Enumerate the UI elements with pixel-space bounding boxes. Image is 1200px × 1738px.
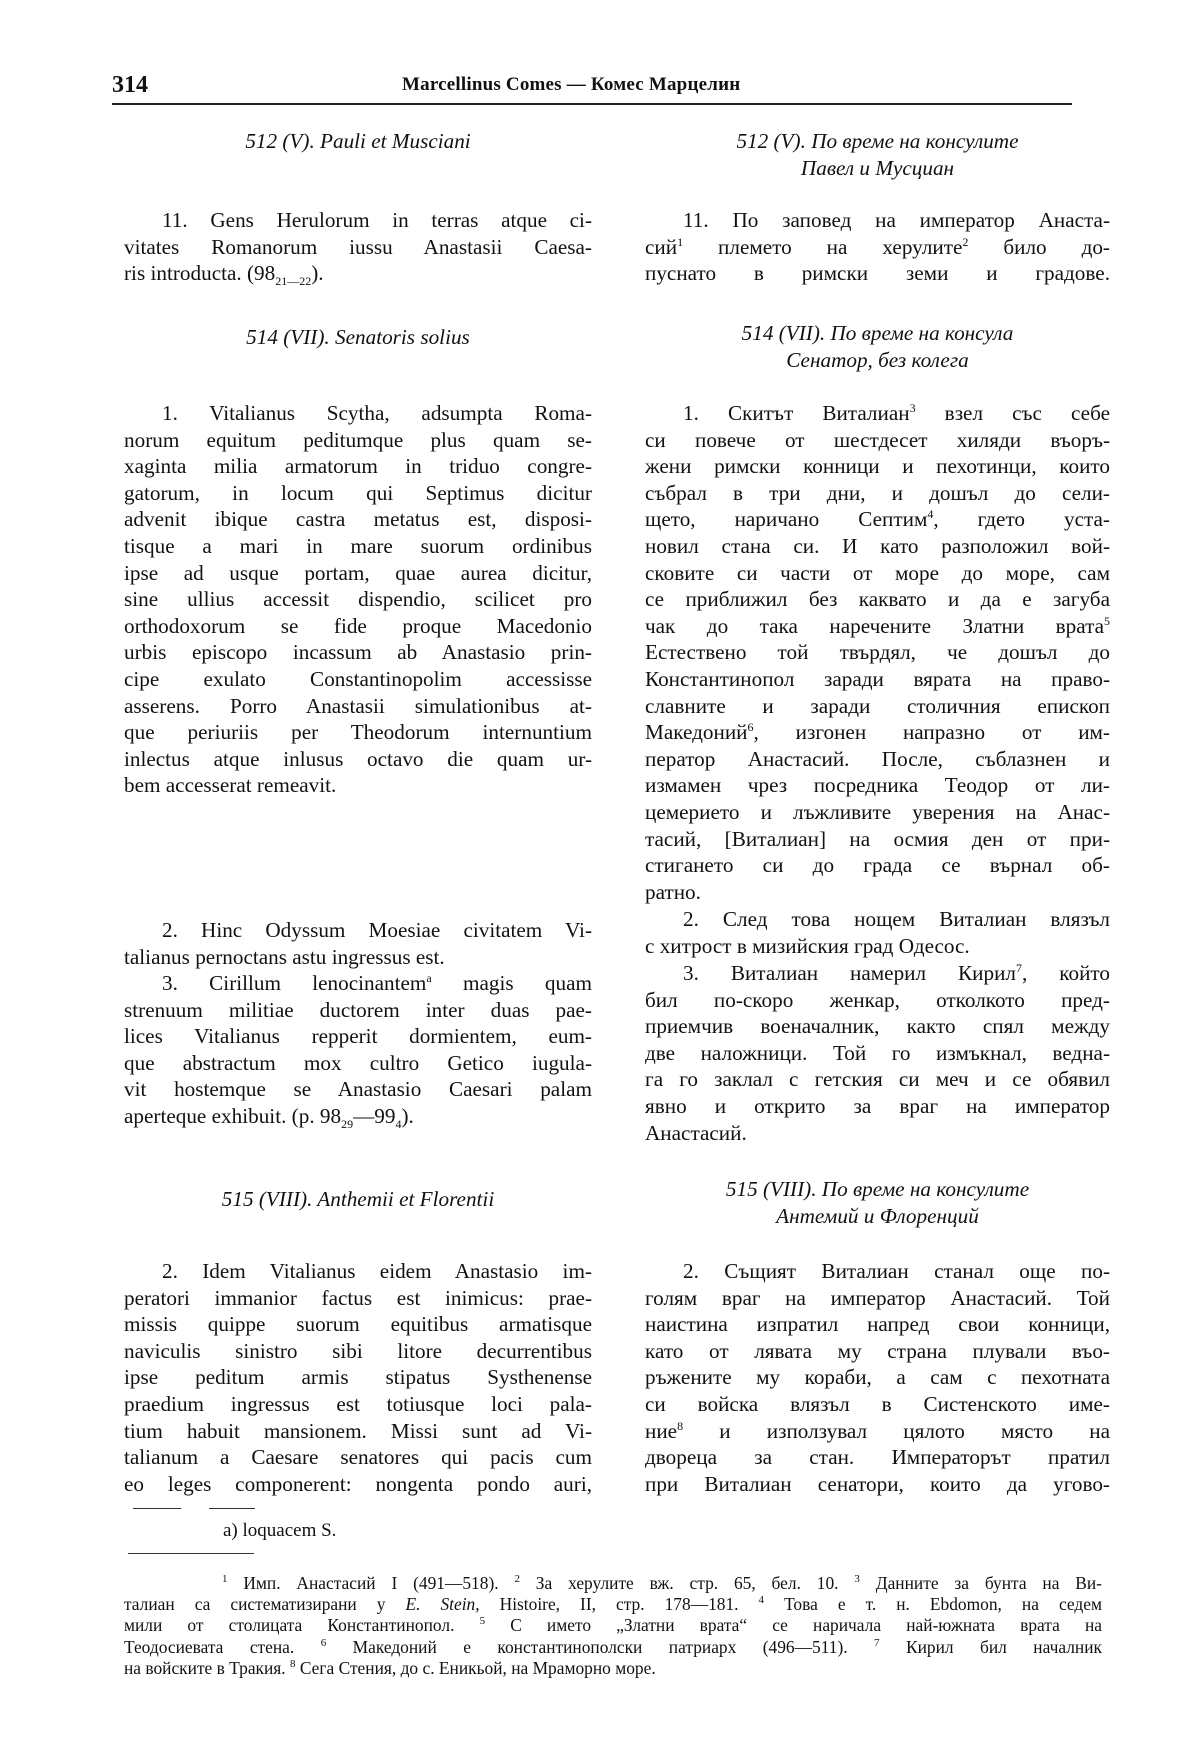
footnote-number: 5	[479, 1615, 486, 1628]
text-line: lices Vitalianus repperit dormientem, eum-	[124, 1024, 592, 1049]
apparatus-rule	[209, 1508, 255, 1509]
bulgarian-paragraph-515-2	[645, 1258, 1110, 1497]
bulgarian-paragraph-514-2	[645, 906, 1110, 959]
text-line: га го заклал с гетския си меч и се обявил	[645, 1067, 1110, 1092]
text-line	[124, 260, 592, 287]
text-line: advenit ibique castra metatus est, disposi-	[124, 507, 592, 532]
text-line	[645, 506, 1110, 533]
text-line: бил по-скоро женкар, отколкото пред-	[645, 987, 1110, 1012]
text-line: gatorum, in locum qui Septimus dicitur	[124, 480, 592, 505]
text-line: 2. Idem Vitalianus eidem Anastasio im-	[162, 1259, 592, 1283]
text-fragment: 1. Скитът Виталиан	[683, 401, 910, 425]
page-header	[112, 66, 1072, 100]
text-fragment: 3. Виталиан намерил Кирил	[683, 961, 1017, 985]
text-line: tisque a mari in mare suorum ordinibus	[124, 533, 592, 558]
latin-paragraph-514-1	[124, 400, 592, 799]
text-line: славните и заради столичния епископ	[645, 693, 1110, 718]
footnote-ref[interactable]: 7	[1016, 961, 1023, 975]
text-line: 11. По заповед на император Анаста-	[683, 208, 1110, 232]
latin-heading-512: 512 (V). Pauli et Musciani	[245, 129, 471, 153]
text-fragment: ris introducta. (98	[124, 261, 276, 286]
page-number: 314	[112, 72, 148, 98]
footnote-line	[124, 1594, 1102, 1615]
footnote-line	[124, 1615, 1102, 1636]
text-fragment: , изгонен напразно от им-	[753, 720, 1110, 745]
text-line: talianus pernoctans astu ingressus est.	[124, 944, 445, 969]
footnote-line	[124, 1658, 1102, 1679]
text-line: sine ullius accessit dispendio, scilicet pro	[124, 587, 592, 612]
text-fragment: 3. Cirillum lenocinantem	[162, 971, 427, 995]
text-line: peratori immanior factus est inimicus: prae-	[124, 1285, 592, 1310]
text-line: пуснато в римски земи и градове.	[645, 261, 1110, 286]
text-line: като от лявата му страна плували въо-	[645, 1338, 1110, 1363]
text-line: измамен чрез посредника Теодор от ли-	[645, 773, 1110, 798]
text-line: си повече от шестдесет хиляди въоръ-	[645, 427, 1110, 452]
footnote-number: 8	[290, 1657, 296, 1670]
running-title: Marcellinus Comes — Комес Марцелин	[402, 74, 741, 95]
text-line: tium habuit mansionem. Missi sunt ad Vi-	[124, 1418, 592, 1443]
text-line: при Виталиан сенатори, които да угово-	[645, 1471, 1110, 1496]
text-line: явно и открито за враг на император	[645, 1093, 1110, 1118]
footnote-text: талиан са систематизирани у	[124, 1594, 406, 1615]
text-line: asserens. Porro Anastasii simulationibus at-	[124, 693, 592, 718]
text-line: eo leges componerent: nongenta pondo auri,	[124, 1471, 592, 1496]
bulgarian-heading-512	[645, 128, 1110, 181]
footnote-ref[interactable]: 5	[1104, 613, 1110, 628]
text-fragment: сий	[645, 234, 678, 259]
text-line: ipse ad usque portam, quae aurea dicitur,	[124, 560, 592, 585]
text-line: vitates Romanorum iussu Anastasii Caesa-	[124, 234, 592, 259]
footnote-text: Данните за бунта на Ви-	[875, 1573, 1102, 1593]
text-line: 2. След това нощем Виталиан влязъл	[683, 907, 1110, 931]
latin-paragraph-512-11	[124, 207, 592, 287]
footnotes	[124, 1573, 1102, 1679]
text-line: xaginta milia armatorum in triduo congre-	[124, 454, 592, 479]
text-line: жени римски конници и пехотинци, които	[645, 454, 1110, 479]
footnote-rule	[128, 1553, 254, 1554]
text-line: двореца за стан. Императорът пратил	[645, 1445, 1110, 1470]
text-fragment: племето на херулите	[683, 234, 963, 259]
text-line	[645, 613, 1110, 640]
text-fragment: ).	[311, 261, 324, 286]
text-line: que periuriis per Theodorum internuntium	[124, 720, 592, 745]
text-line	[645, 400, 1110, 427]
text-line: praedium ingressus est totiusque loci pala-	[124, 1391, 592, 1416]
latin-paragraph-515-2	[124, 1258, 592, 1497]
bulgarian-heading-515	[645, 1176, 1110, 1229]
bulgarian-paragraph-514-1	[645, 400, 1110, 905]
text-fragment: magis quam	[431, 971, 592, 995]
latin-paragraph-514-3	[124, 970, 592, 1130]
text-fragment: щето, наричано Септим	[645, 507, 928, 532]
footnote-number: 1	[222, 1573, 228, 1585]
footnote-number: 7	[874, 1636, 880, 1649]
text-fragment: ние	[645, 1418, 678, 1443]
footnote-text: Сега Стения, до с. Еникьой, на Мраморно море.	[299, 1657, 656, 1678]
footnote-number: 2	[514, 1573, 520, 1585]
latin-paragraph-514-2	[124, 917, 592, 970]
text-fragment: чак до така наречените Златни врата	[645, 613, 1104, 638]
text-line: ръжените му кораби, а сам с пехотната	[645, 1365, 1110, 1390]
text-line: наистина изпратил напред свои конници,	[645, 1312, 1110, 1337]
text-line: тасий, [Виталиан] на осмия ден от при-	[645, 826, 1110, 851]
header-rule	[112, 103, 1072, 105]
text-line	[124, 970, 592, 997]
footnote-ref[interactable]: 8	[677, 1418, 684, 1433]
bulgarian-heading-514	[645, 320, 1110, 373]
latin-heading-515: 515 (VIII). Anthemii et Florentii	[221, 1187, 495, 1211]
heading-line: 515 (VIII). По време на консулите	[725, 1177, 1030, 1201]
text-fragment: било до-	[968, 234, 1110, 259]
text-line: Анастасий.	[645, 1120, 747, 1145]
text-line: приемчив военачалник, както спял между	[645, 1014, 1110, 1039]
text-line: ратно.	[645, 879, 701, 904]
text-line: orthodoxorum se fide proque Macedonio	[124, 613, 592, 638]
text-line: norum equitum peditumque plus quam se-	[124, 427, 592, 452]
footnote-line	[124, 1573, 1102, 1594]
text-line	[645, 960, 1110, 987]
heading-line: 512 (V). По време на консулите	[736, 129, 1019, 153]
text-line: цемерието и лъжливите уверения на Анас-	[645, 799, 1110, 824]
subscript: 21—22	[275, 274, 312, 287]
text-line: новил стана си. И като разположил вой-	[645, 533, 1110, 558]
heading-line: Павел и Мусциан	[800, 155, 955, 180]
apparatus-rule	[133, 1508, 181, 1509]
text-line: ipse peditum armis stipatus Systhenense	[124, 1365, 592, 1390]
text-fragment: —99	[353, 1103, 396, 1128]
heading-line: Антемий и Флоренций	[776, 1203, 979, 1228]
text-fragment: , който	[1022, 961, 1110, 985]
text-line: vit hostemque se Anastasio Caesari palam	[124, 1077, 592, 1102]
text-line: bem accesserat remeavit.	[124, 773, 337, 798]
text-line: събрал в три дни, и дошъл до сели-	[645, 480, 1110, 505]
text-line: си войска влязъл в Систенското име-	[645, 1391, 1110, 1416]
footnote-number: 3	[854, 1573, 860, 1585]
footnote-line	[124, 1637, 1102, 1658]
footnote-ref[interactable]: 6	[747, 720, 754, 735]
text-line: naviculis sinistro sibi litore decurrentibus	[124, 1338, 592, 1363]
footnote-text: Кирил бил началник	[906, 1636, 1102, 1657]
footnote-text: Histoire, II, стр. 178—181.	[479, 1594, 759, 1615]
text-line: 1. Vitalianus Scytha, adsumpta Roma-	[162, 401, 592, 425]
footnote-ref[interactable]: 3	[909, 401, 916, 415]
footnote-author: E. Stein,	[405, 1594, 480, 1615]
text-line: strenuum militiae ductorem inter duas pae-	[124, 997, 592, 1022]
text-line: cipe exulato Constantinopolim accessisse	[124, 666, 592, 691]
text-line: inlectus atque inlusus octavo die quam ur-	[124, 746, 592, 771]
text-line: que abstractum mox cultro Getico iugula-	[124, 1050, 592, 1075]
text-line	[645, 719, 1110, 746]
bulgarian-paragraph-512-11	[645, 207, 1110, 287]
text-fragment: aperteque exhibuit. (p. 98	[124, 1103, 342, 1128]
footnote-ref[interactable]: 4	[927, 507, 934, 522]
text-line: се приближил без каквато и да е загуба	[645, 587, 1110, 612]
latin-heading-514: 514 (VII). Senatoris solius	[246, 325, 470, 349]
footnote-text: Теодосиевата стена.	[124, 1636, 321, 1657]
footnote-text: Имп. Анастасий I (491—518).	[243, 1573, 515, 1593]
text-line: 2. Същият Виталиан станал още по-	[683, 1259, 1110, 1283]
text-line	[645, 234, 1110, 261]
text-line: Естествено той твърдял, че дошъл до	[645, 640, 1110, 665]
text-line: две наложници. Той го измъкнал, ведна-	[645, 1040, 1110, 1065]
heading-line: Сенатор, без колега	[786, 347, 969, 372]
text-line: ператор Анастасий. После, съблазнен и	[645, 746, 1110, 771]
text-line: missis quippe suorum equitibus armatisque	[124, 1312, 592, 1337]
text-fragment: ).	[401, 1103, 414, 1128]
text-line	[124, 1103, 592, 1130]
apparatus-note: a) loquacem S.	[223, 1520, 337, 1541]
text-fragment: взел със себе	[915, 401, 1110, 425]
footnote-text: Македоний е константинополски патриарх (496—511).	[352, 1636, 875, 1657]
footnote-text: Това е т. н. Ebdomon, на седем	[784, 1594, 1102, 1615]
apparatus-mark: a	[426, 971, 432, 985]
footnote-ref[interactable]: 1	[677, 234, 684, 249]
subscript: 4	[395, 1116, 402, 1130]
text-line: стигането си до града се върнал об-	[645, 853, 1110, 878]
text-fragment: , гдето уста-	[933, 507, 1110, 532]
footnote-text: мили от столицата Константинопол.	[124, 1615, 480, 1636]
footnote-text: С името „Златни врата“ се наричала най-южната врата на	[510, 1615, 1102, 1636]
footnote-ref[interactable]: 2	[962, 234, 969, 249]
text-fragment: и използувал цялото място на	[683, 1418, 1110, 1443]
text-line	[645, 1418, 1110, 1445]
text-line: Константинопол заради вярата на право-	[645, 666, 1110, 691]
subscript: 29	[341, 1116, 354, 1130]
text-line: 2. Hinc Odyssum Moesiae civitatem Vi-	[162, 918, 592, 942]
text-line: urbis episcopo incassum ab Anastasio prin-	[124, 640, 592, 665]
footnote-text: За херулите вж. стр. 65, бел. 10.	[535, 1573, 855, 1593]
text-line: голям враг на император Анастасий. Той	[645, 1285, 1110, 1310]
footnote-text: на войските в Тракия.	[124, 1657, 290, 1678]
bulgarian-paragraph-514-3	[645, 960, 1110, 1146]
text-fragment: Македоний	[645, 720, 748, 745]
text-line: talianum a Caesare senatores qui pacis cum	[124, 1445, 592, 1470]
heading-line: 514 (VII). По време на консула	[741, 321, 1014, 345]
footnote-number: 4	[758, 1594, 765, 1607]
footnote-number: 6	[320, 1636, 327, 1649]
text-line: сковите си части от море до море, сам	[645, 560, 1110, 585]
text-line: 11. Gens Herulorum in terras atque ci-	[162, 208, 592, 232]
text-line: с хитрост в мизийския град Одесос.	[645, 933, 970, 958]
